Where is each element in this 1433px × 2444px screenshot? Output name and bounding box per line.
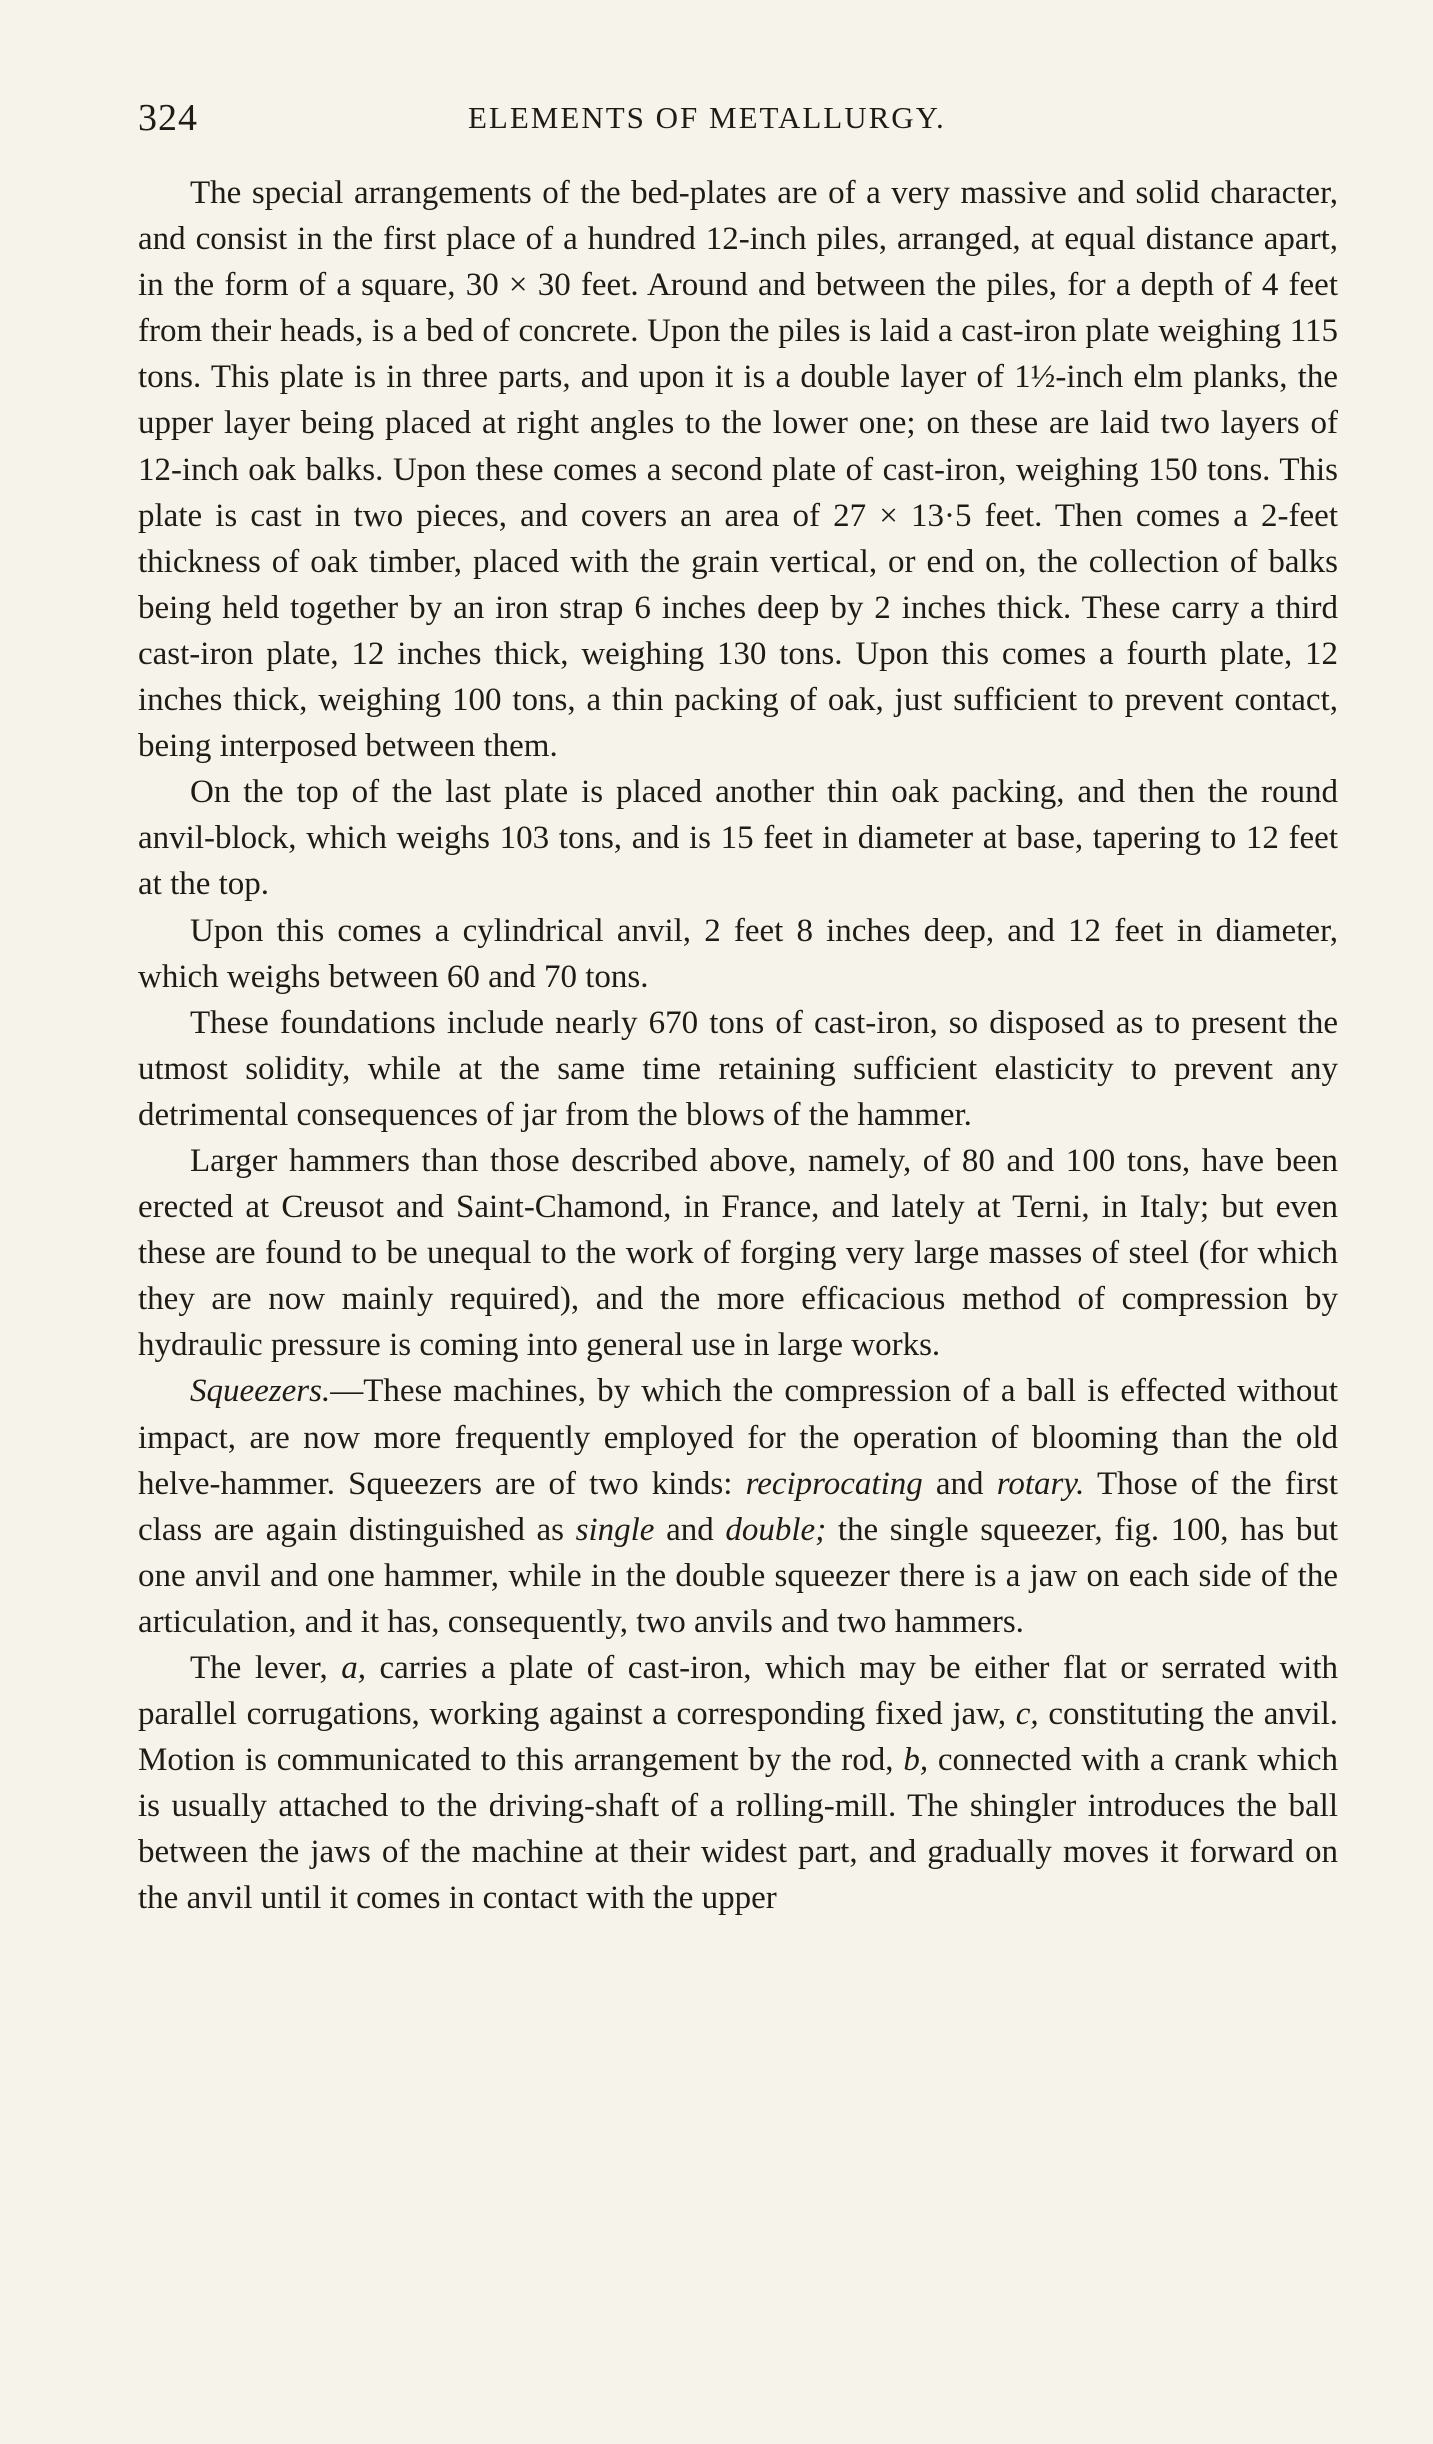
paragraph-foundations: These foundations include nearly 670 tons of cast-iron, so disposed as to present the utmost solidity, while at the same time retaining sufficient elasticity to prevent any detrimental consequences of jar from the blows of the hammer. — [138, 1004, 1338, 1133]
text-run: connected with a crank which is usually attached to the driving-shaft of a rolling-mill. The shingler introduces the ball between the jaws of the machine at their widest part, and gradually moves it forward on the anvil until it comes in contact with the upper — [138, 1742, 1338, 1917]
text-run: The lever, — [190, 1650, 342, 1686]
text-run: the single squeezer, fig. 100, has but one anvil and one hammer, while in the double squeezer there is a jaw on each side of the articulation, and it has, consequently, two anvils and two hammers. — [138, 1511, 1338, 1640]
paragraph-lever — [138, 1645, 1338, 1922]
text-run: constituting the anvil. Motion is communicated to this arrangement by the rod, — [138, 1696, 1338, 1779]
page-header — [0, 96, 1433, 148]
emphasis-run: a, — [341, 1650, 366, 1686]
squeezers-heading: Squeezers. — [190, 1373, 331, 1410]
emphasis-run: double; — [725, 1511, 827, 1548]
text-run: and — [654, 1511, 726, 1548]
page-number: 324 — [138, 97, 198, 139]
paragraph-cylindrical-anvil: Upon this comes a cylindrical anvil, 2 feet 8 inches deep, and 12 feet in diameter, which weighs between 60 and 70 tons. — [138, 912, 1338, 995]
emphasis-run: b, — [903, 1742, 929, 1779]
emphasis-run: single — [575, 1511, 655, 1548]
text-run: Those of the first class are again distinguished as — [138, 1465, 1338, 1548]
paragraph-bed-plates: The special arrangements of the bed-plates are of a very massive and solid character, and consist in the first place of a hundred 12-inch piles, arranged, at equal distance apart, in the form of a square, 30 × 30 feet. Around and between the piles, for a depth of 4 feet from their heads, is a bed of concrete. Upon the piles is laid a cast-iron plate weighing 115 tons. This plate is in three parts, and upon it is a double layer of 1½-inch elm planks, the upper layer being placed at right angles to the lower one; on these are laid two layers of 12-inch oak balks. Upon these comes a second plate of cast-iron, weighing 150 tons. This plate is cast in two pieces, and covers an area of 27 × 13·5 feet. Then comes a 2-feet thickness of oak timber, placed with the grain vertical, or end on, the collection of balks being held together by an iron strap 6 inches deep by 2 inches thick. These carry a third cast-iron plate, 12 inches thick, weighing 130 tons. Upon this comes a fourth plate, 12 inches thick, weighing 100 tons, a thin packing of oak, just sufficient to prevent contact, being interposed between them. — [138, 175, 1338, 765]
text-run: —These machines, by which the compression of a ball is effected without impact, are now more frequently employed for the operation of blooming than the old helve-hammer. Squeezers are of two kinds: — [138, 1373, 1338, 1502]
paragraph-larger-hammers: Larger hammers than those described above, namely, of 80 and 100 tons, have been erected at Creusot and Saint-Chamond, in France, and lately at Terni, in Italy; but even these are found to be unequal to the work of forging very large masses of steel (for which they are now mainly required), and the more efficacious method of compression by hydraulic pressure is coming into general use in large works. — [138, 1142, 1338, 1364]
emphasis-run: c, — [1015, 1696, 1039, 1733]
paragraph-anvil-block: On the top of the last plate is placed another thin oak packing, and then the round anvil-block, which weighs 103 tons, and is 15 feet in diameter at base, tapering to 12 feet at the top. — [138, 774, 1338, 903]
text-run: carries a plate of cast-iron, which may be either flat or serrated with parallel corrugations, working against a corresponding fixed jaw, — [138, 1650, 1338, 1733]
running-title: ELEMENTS OF METALLURGY. — [468, 100, 946, 135]
emphasis-run: reciprocating — [745, 1465, 923, 1502]
emphasis-run: rotary. — [996, 1465, 1085, 1502]
page-body — [138, 170, 1338, 1922]
text-run: and — [922, 1465, 997, 1502]
paragraph-squeezers — [138, 1368, 1338, 1645]
